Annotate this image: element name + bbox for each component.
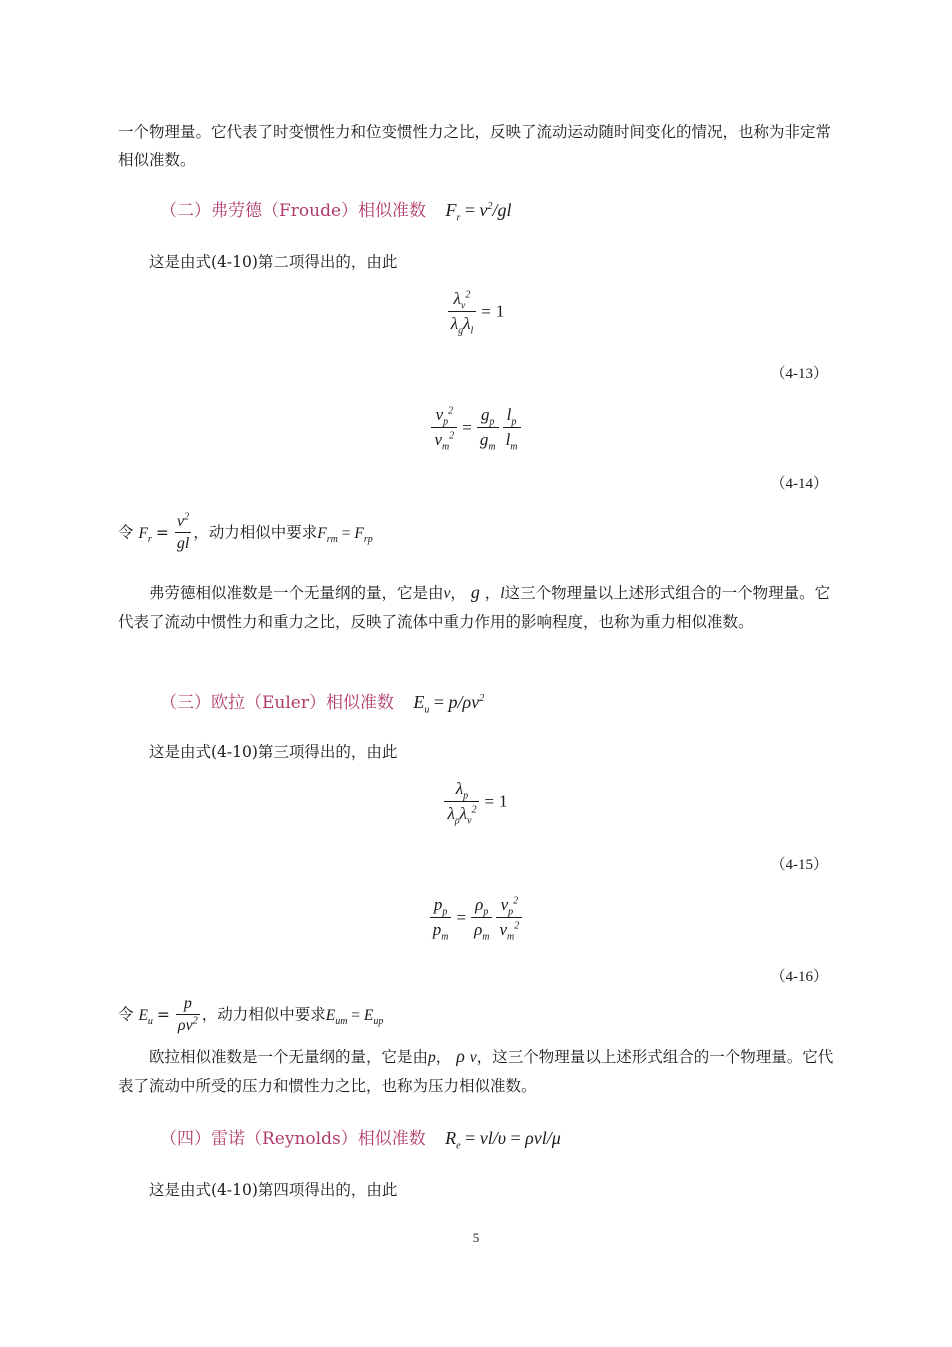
heading-froude xyxy=(160,196,512,224)
equation-4-14: $\frac{v_p^2}{v_m^2}$ = $\frac{g_p}{g_m}$ $\frac{l_p}{l_m}$ xyxy=(0,404,952,451)
heading-euler-text: （三）欧拉（Euler）相似准数 xyxy=(160,693,394,713)
reynolds-formula: $R_e = vl/\upsilon = \rho vl/\mu$ xyxy=(445,1128,561,1152)
paragraph-froude-description: 弗劳德相似准数是一个无量纲的量，它是由v， g ，l这三个物理量以上述形式组合的一个物理量。它代表了流动中惯性力和重力之比，反映了流体中重力作用的影响程度，也称为重力相似准数。 xyxy=(118,582,831,631)
euler-definition-line: 令 $E_u$ = $\frac{p}{\rho v^2}$ ，动力相似中要求$E_{um} = E_{up}$ xyxy=(118,995,384,1034)
paragraph-euler-description: 欧拉相似准数是一个无量纲的量，它是由p， ρ v，这三个物理量以上述形式组合的一个物理量。它代表了流动中所受的压力和惯性力之比，也称为压力相似准数。 xyxy=(118,1046,834,1095)
heading-euler xyxy=(160,688,485,716)
equation-number-4-16: （4-16） xyxy=(770,969,828,985)
equation-4-15: $\frac{\lambda_p}{\lambda_\rho\lambda_v^2}$ = 1 xyxy=(0,778,952,825)
equation-number-4-14: （4-14） xyxy=(770,476,828,492)
froude-formula: $F_r = v^2/gl$ xyxy=(445,200,512,224)
paragraph-euler-intro: 这是由式(4-10)第三项得出的，由此 xyxy=(149,743,398,761)
froude-definition-line: 令 $F_r$ = $\frac{v^2}{gl}$ ，动力相似中要求$F_{rm} = F_{rp}$ xyxy=(118,511,373,552)
paragraph-froude-intro: 这是由式(4-10)第二项得出的，由此 xyxy=(149,253,398,271)
heading-froude-text: （二）弗劳德（Froude）相似准数 xyxy=(160,201,427,221)
euler-formula: $E_u = p/\rho v^2$ xyxy=(413,692,485,716)
heading-reynolds xyxy=(160,1124,561,1152)
equation-4-16: $\frac{p_p}{p_m}$ = $\frac{\rho_p}{\rho_m}$ $\frac{v_p^2}{v_m^2}$ xyxy=(0,894,952,941)
paragraph-reynolds-intro: 这是由式(4-10)第四项得出的，由此 xyxy=(149,1181,398,1199)
equation-number-4-13: （4-13） xyxy=(770,366,828,382)
equation-4-13: $\frac{\lambda_v^2}{\lambda_g\lambda_l}$ = 1 xyxy=(0,288,952,335)
page-number: 5 xyxy=(472,1230,480,1245)
equation-number-4-15: （4-15） xyxy=(770,857,828,873)
paragraph-unsteady-criterion: 一个物理量。它代表了时变惯性力和位变惯性力之比，反映了流动运动随时间变化的情况，也称为非定常相似准数。 xyxy=(118,123,832,169)
heading-reynolds-text: （四）雷诺（Reynolds）相似准数 xyxy=(160,1129,426,1149)
